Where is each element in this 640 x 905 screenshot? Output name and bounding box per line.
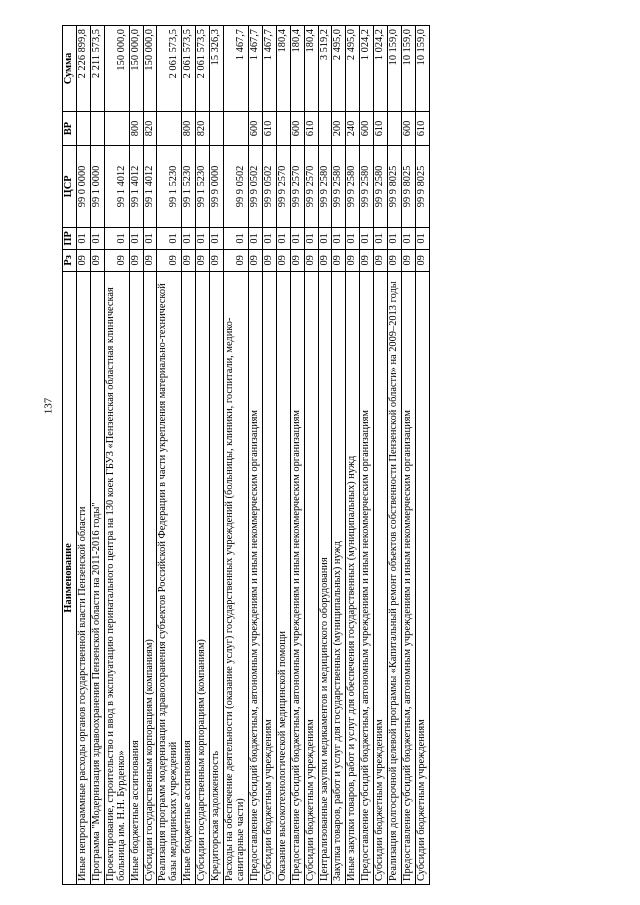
cell-rz: 09 <box>104 249 129 271</box>
cell-rz: 09 <box>129 249 143 271</box>
page-number: 137 <box>42 397 55 415</box>
table-row <box>196 26 210 885</box>
cell-sum: 3 519,2 <box>318 26 332 112</box>
table-row <box>157 26 182 885</box>
table-row <box>318 26 332 885</box>
table-row <box>276 26 290 885</box>
table-row <box>210 26 224 885</box>
table-row <box>388 26 402 885</box>
table-row <box>262 26 276 885</box>
cell-name: Реализация долгосрочной целевой программы «Капитальный ремонт объектов собственности Пензенской области» на 2009–2013 годы <box>388 271 402 884</box>
cell-sum: 180,4 <box>290 26 304 112</box>
cell-vr: 600 <box>248 112 262 146</box>
cell-vr <box>157 112 182 146</box>
cell-csr: 99 9 0502 <box>224 145 249 227</box>
cell-pr: 01 <box>374 227 388 249</box>
cell-rz: 09 <box>318 249 332 271</box>
cell-name: Централизованные закупки медикаментов и медицинского оборудования <box>318 271 332 884</box>
header-rz: Рз <box>63 249 77 271</box>
cell-pr: 01 <box>224 227 249 249</box>
cell-rz: 09 <box>76 249 90 271</box>
cell-name: Субсидии государственным корпорациям (компаниям) <box>196 271 210 884</box>
cell-csr: 99 9 8025 <box>402 145 416 227</box>
cell-vr <box>90 112 104 146</box>
cell-pr: 01 <box>129 227 143 249</box>
cell-sum: 180,4 <box>276 26 290 112</box>
cell-csr: 99 9 2580 <box>332 145 346 227</box>
cell-vr: 800 <box>182 112 196 146</box>
cell-name: Предоставление субсидий бюджетным, автономным учреждениям и иным некоммерческим организациям <box>402 271 416 884</box>
cell-csr: 99 0 0000 <box>76 145 90 227</box>
cell-rz: 09 <box>90 249 104 271</box>
cell-rz: 09 <box>143 249 157 271</box>
table-row <box>415 26 429 885</box>
cell-csr: 99 9 2580 <box>318 145 332 227</box>
table-row <box>290 26 304 885</box>
cell-name: Предоставление субсидий бюджетным, автономным учреждениям и иным некоммерческим организациям <box>248 271 262 884</box>
table-row <box>360 26 374 885</box>
cell-pr: 01 <box>276 227 290 249</box>
cell-csr: 99 9 8025 <box>388 145 402 227</box>
cell-name: Проектирование, строительство и ввод в эксплуатацию перинатального центра на 130 коек ГБУЗ «Пензенская областная клиническая больница им. Н.Н. Бурденко» <box>104 271 129 884</box>
cell-vr: 820 <box>196 112 210 146</box>
header-name: Наименование <box>63 271 77 884</box>
cell-rz: 09 <box>196 249 210 271</box>
cell-name: Иные непрограммные расходы органов государственной власти Пензенской области <box>76 271 90 884</box>
cell-pr: 01 <box>262 227 276 249</box>
cell-sum: 2 495,0 <box>332 26 346 112</box>
cell-name: Субсидии бюджетным учреждениям <box>415 271 429 884</box>
table-row <box>402 26 416 885</box>
cell-vr <box>318 112 332 146</box>
cell-csr: 99 9 0000 <box>210 145 224 227</box>
table-row <box>346 26 360 885</box>
cell-sum: 15 326,3 <box>210 26 224 112</box>
cell-pr: 01 <box>182 227 196 249</box>
rotated-table-container <box>62 25 582 885</box>
table-row <box>332 26 346 885</box>
cell-vr: 600 <box>290 112 304 146</box>
cell-rz: 09 <box>374 249 388 271</box>
cell-pr: 01 <box>360 227 374 249</box>
cell-name: Субсидии бюджетным учреждениям <box>304 271 318 884</box>
table-row <box>224 26 249 885</box>
cell-sum: 2 226 899,8 <box>76 26 90 112</box>
cell-rz: 09 <box>157 249 182 271</box>
cell-name: Кредиторская задолженность <box>210 271 224 884</box>
cell-vr: 820 <box>143 112 157 146</box>
cell-sum: 150 000,0 <box>129 26 143 112</box>
cell-sum: 1 024,2 <box>374 26 388 112</box>
cell-pr: 01 <box>76 227 90 249</box>
cell-rz: 09 <box>388 249 402 271</box>
cell-rz: 09 <box>262 249 276 271</box>
cell-name: Оказание высокотехнологической медицинской помощи <box>276 271 290 884</box>
cell-sum: 2 061 573,5 <box>182 26 196 112</box>
budget-table <box>62 25 430 885</box>
cell-pr: 01 <box>143 227 157 249</box>
table-row <box>374 26 388 885</box>
cell-name: Программа "Модернизация здравоохранения Пензенской области на 2011-2016 годы" <box>90 271 104 884</box>
cell-rz: 09 <box>210 249 224 271</box>
cell-pr: 01 <box>210 227 224 249</box>
cell-vr <box>388 112 402 146</box>
cell-pr: 01 <box>318 227 332 249</box>
cell-sum: 2 211 573,5 <box>90 26 104 112</box>
cell-vr: 200 <box>332 112 346 146</box>
cell-csr: 99 9 2570 <box>304 145 318 227</box>
table-body <box>76 26 429 885</box>
table-row <box>143 26 157 885</box>
cell-name: Иные бюджетные ассигнования <box>182 271 196 884</box>
cell-vr <box>76 112 90 146</box>
cell-sum: 180,4 <box>304 26 318 112</box>
cell-csr: 99 1 5230 <box>157 145 182 227</box>
cell-sum: 1 467,7 <box>248 26 262 112</box>
table-row <box>129 26 143 885</box>
cell-sum: 1 467,7 <box>224 26 249 112</box>
cell-csr: 99 9 2580 <box>360 145 374 227</box>
cell-sum: 2 061 573,5 <box>157 26 182 112</box>
cell-vr: 610 <box>304 112 318 146</box>
cell-rz: 09 <box>360 249 374 271</box>
cell-sum: 1 024,2 <box>360 26 374 112</box>
cell-pr: 01 <box>90 227 104 249</box>
cell-csr: 99 1 0000 <box>90 145 104 227</box>
cell-name: Предоставление субсидий бюджетным, автономным учреждениям и иным некоммерческим организациям <box>290 271 304 884</box>
cell-csr: 99 9 8025 <box>415 145 429 227</box>
cell-rz: 09 <box>332 249 346 271</box>
cell-csr: 99 9 0502 <box>262 145 276 227</box>
cell-sum: 10 159,0 <box>402 26 416 112</box>
cell-pr: 01 <box>196 227 210 249</box>
cell-name: Иные бюджетные ассигнования <box>129 271 143 884</box>
cell-name: Субсидии государственным корпорациям (компаниям) <box>143 271 157 884</box>
table-row <box>304 26 318 885</box>
cell-csr: 99 1 5230 <box>196 145 210 227</box>
cell-rz: 09 <box>402 249 416 271</box>
cell-pr: 01 <box>304 227 318 249</box>
cell-vr <box>104 112 129 146</box>
cell-sum: 150 000,0 <box>104 26 129 112</box>
cell-csr: 99 1 4012 <box>143 145 157 227</box>
cell-pr: 01 <box>388 227 402 249</box>
table-row <box>182 26 196 885</box>
cell-rz: 09 <box>415 249 429 271</box>
cell-name: Иные закупки товаров, работ и услуг для обеспечения государственных (муниципальных) нужд <box>346 271 360 884</box>
header-csr: ЦСР <box>63 145 77 227</box>
cell-vr: 600 <box>360 112 374 146</box>
cell-sum: 150 000,0 <box>143 26 157 112</box>
cell-name: Предоставление субсидий бюджетным, автономным учреждениям и иным некоммерческим организациям <box>360 271 374 884</box>
cell-sum: 1 467,7 <box>262 26 276 112</box>
cell-name: Субсидии бюджетным учреждениям <box>262 271 276 884</box>
cell-vr <box>210 112 224 146</box>
cell-vr: 610 <box>262 112 276 146</box>
cell-vr <box>224 112 249 146</box>
cell-pr: 01 <box>157 227 182 249</box>
cell-rz: 09 <box>276 249 290 271</box>
cell-pr: 01 <box>402 227 416 249</box>
cell-name: Реализация программ модернизации здравоохранения субъектов Российской Федерации в части укрепления материально-технической базы медицинских учреждений <box>157 271 182 884</box>
cell-pr: 01 <box>415 227 429 249</box>
cell-csr: 99 9 2570 <box>290 145 304 227</box>
cell-name: Субсидии бюджетным учреждениям <box>374 271 388 884</box>
cell-sum: 10 159,0 <box>415 26 429 112</box>
cell-name: Расходы на обеспечение деятельности (оказание услуг) государственных учреждений (больницы, клиники, госпитали, медико-санитарные части) <box>224 271 249 884</box>
table-row <box>104 26 129 885</box>
cell-rz: 09 <box>248 249 262 271</box>
cell-pr: 01 <box>248 227 262 249</box>
cell-sum: 2 061 573,5 <box>196 26 210 112</box>
cell-sum: 10 159,0 <box>388 26 402 112</box>
cell-csr: 99 1 4012 <box>129 145 143 227</box>
cell-vr: 240 <box>346 112 360 146</box>
cell-name: Закупка товаров, работ и услуг для государственных (муниципальных) нужд <box>332 271 346 884</box>
cell-vr <box>276 112 290 146</box>
cell-vr: 800 <box>129 112 143 146</box>
cell-csr: 99 9 2580 <box>374 145 388 227</box>
cell-vr: 600 <box>402 112 416 146</box>
table-row <box>76 26 90 885</box>
cell-rz: 09 <box>224 249 249 271</box>
cell-pr: 01 <box>104 227 129 249</box>
cell-csr: 99 9 2580 <box>346 145 360 227</box>
table-header-row <box>63 26 77 885</box>
cell-csr: 99 1 4012 <box>104 145 129 227</box>
table-row <box>248 26 262 885</box>
cell-pr: 01 <box>346 227 360 249</box>
cell-csr: 99 9 2570 <box>276 145 290 227</box>
cell-vr: 610 <box>374 112 388 146</box>
cell-csr: 99 1 5230 <box>182 145 196 227</box>
cell-rz: 09 <box>182 249 196 271</box>
cell-pr: 01 <box>332 227 346 249</box>
cell-csr: 99 9 0502 <box>248 145 262 227</box>
cell-rz: 09 <box>346 249 360 271</box>
table-row <box>90 26 104 885</box>
cell-vr: 610 <box>415 112 429 146</box>
header-vr: ВР <box>63 112 77 146</box>
cell-pr: 01 <box>290 227 304 249</box>
cell-rz: 09 <box>304 249 318 271</box>
cell-sum: 2 495,0 <box>346 26 360 112</box>
header-sum: Сумма <box>63 26 77 112</box>
header-pr: ПР <box>63 227 77 249</box>
cell-rz: 09 <box>290 249 304 271</box>
